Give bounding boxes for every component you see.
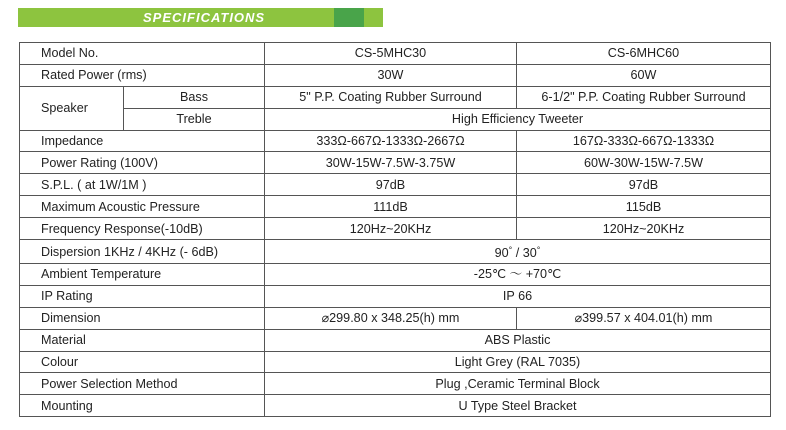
cell-value: 60W [517,64,771,86]
cell-value: CS-5MHC30 [265,43,517,65]
row-label: S.P.L. ( at 1W/1M ) [20,174,265,196]
table-row [20,196,771,218]
dispersion-separator: / [512,246,523,261]
cell-value: 5" P.P. Coating Rubber Surround [265,86,517,108]
table-row [20,218,771,240]
header-accent-block [334,8,364,27]
row-label: Power Selection Method [20,373,265,395]
cell-value: 6-1/2" P.P. Coating Rubber Surround [517,86,771,108]
row-label: Mounting [20,395,265,417]
cell-value: Plug ,Ceramic Terminal Block [265,373,771,395]
row-label: Speaker [20,86,124,130]
cell-value: Light Grey (RAL 7035) [265,351,771,373]
table-row [20,307,771,329]
specifications-header [18,8,383,27]
cell-value: IP 66 [265,285,771,307]
cell-value: 167Ω-333Ω-667Ω-1333Ω [517,130,771,152]
table-row [20,174,771,196]
table-row [20,395,771,417]
table-row [20,152,771,174]
cell-value: 60W-30W-15W-7.5W [517,152,771,174]
row-label: Ambient Temperature [20,264,265,286]
cell-value: CS-6MHC60 [517,43,771,65]
cell-value: 120Hz~20KHz [265,218,517,240]
row-label: Frequency Response(-10dB) [20,218,265,240]
header-end-block [364,8,383,27]
table-row [20,285,771,307]
row-label: IP Rating [20,285,265,307]
cell-value: 115dB [517,196,771,218]
dispersion-a: 90 [494,246,509,261]
cell-value: ABS Plastic [265,329,771,351]
header-title: SPECIFICATIONS [143,10,266,25]
cell-value: 333Ω-667Ω-1333Ω-2667Ω [265,130,517,152]
cell-value: 97dB [265,174,517,196]
row-label: Model No. [20,43,265,65]
cell-value: ⌀299.80 x 348.25(h) mm [265,307,517,329]
table-row [20,64,771,86]
row-label: Colour [20,351,265,373]
table-row [20,43,771,65]
cell-value: 120Hz~20KHz [517,218,771,240]
cell-value: 97dB [517,174,771,196]
specifications-table [19,42,771,417]
row-sublabel: Treble [124,108,265,130]
cell-value: 111dB [265,196,517,218]
table-row [20,329,771,351]
table-row [20,264,771,286]
row-label: Material [20,329,265,351]
row-label: Maximum Acoustic Pressure [20,196,265,218]
table-row [20,351,771,373]
cell-value: U Type Steel Bracket [265,395,771,417]
table-row [20,86,771,108]
row-sublabel: Bass [124,86,265,108]
row-label: Dimension [20,307,265,329]
table-row [20,240,771,264]
cell-value: High Efficiency Tweeter [265,108,771,130]
cell-value: -25℃ ～ +70℃ [265,264,771,286]
cell-value: 30W-15W-7.5W-3.75W [265,152,517,174]
cell-value: ⌀399.57 x 404.01(h) mm [517,307,771,329]
table-row [20,108,771,130]
row-label: Rated Power (rms) [20,64,265,86]
dispersion-b: 30 [522,246,537,261]
cell-value [265,240,771,264]
row-label: Dispersion 1KHz / 4KHz (- 6dB) [20,240,265,264]
degree-mark: ° [508,245,513,256]
table-row [20,130,771,152]
cell-value: 30W [265,64,517,86]
row-label: Power Rating (100V) [20,152,265,174]
row-label: Impedance [20,130,265,152]
degree-mark: ° [536,245,541,256]
table-row [20,373,771,395]
